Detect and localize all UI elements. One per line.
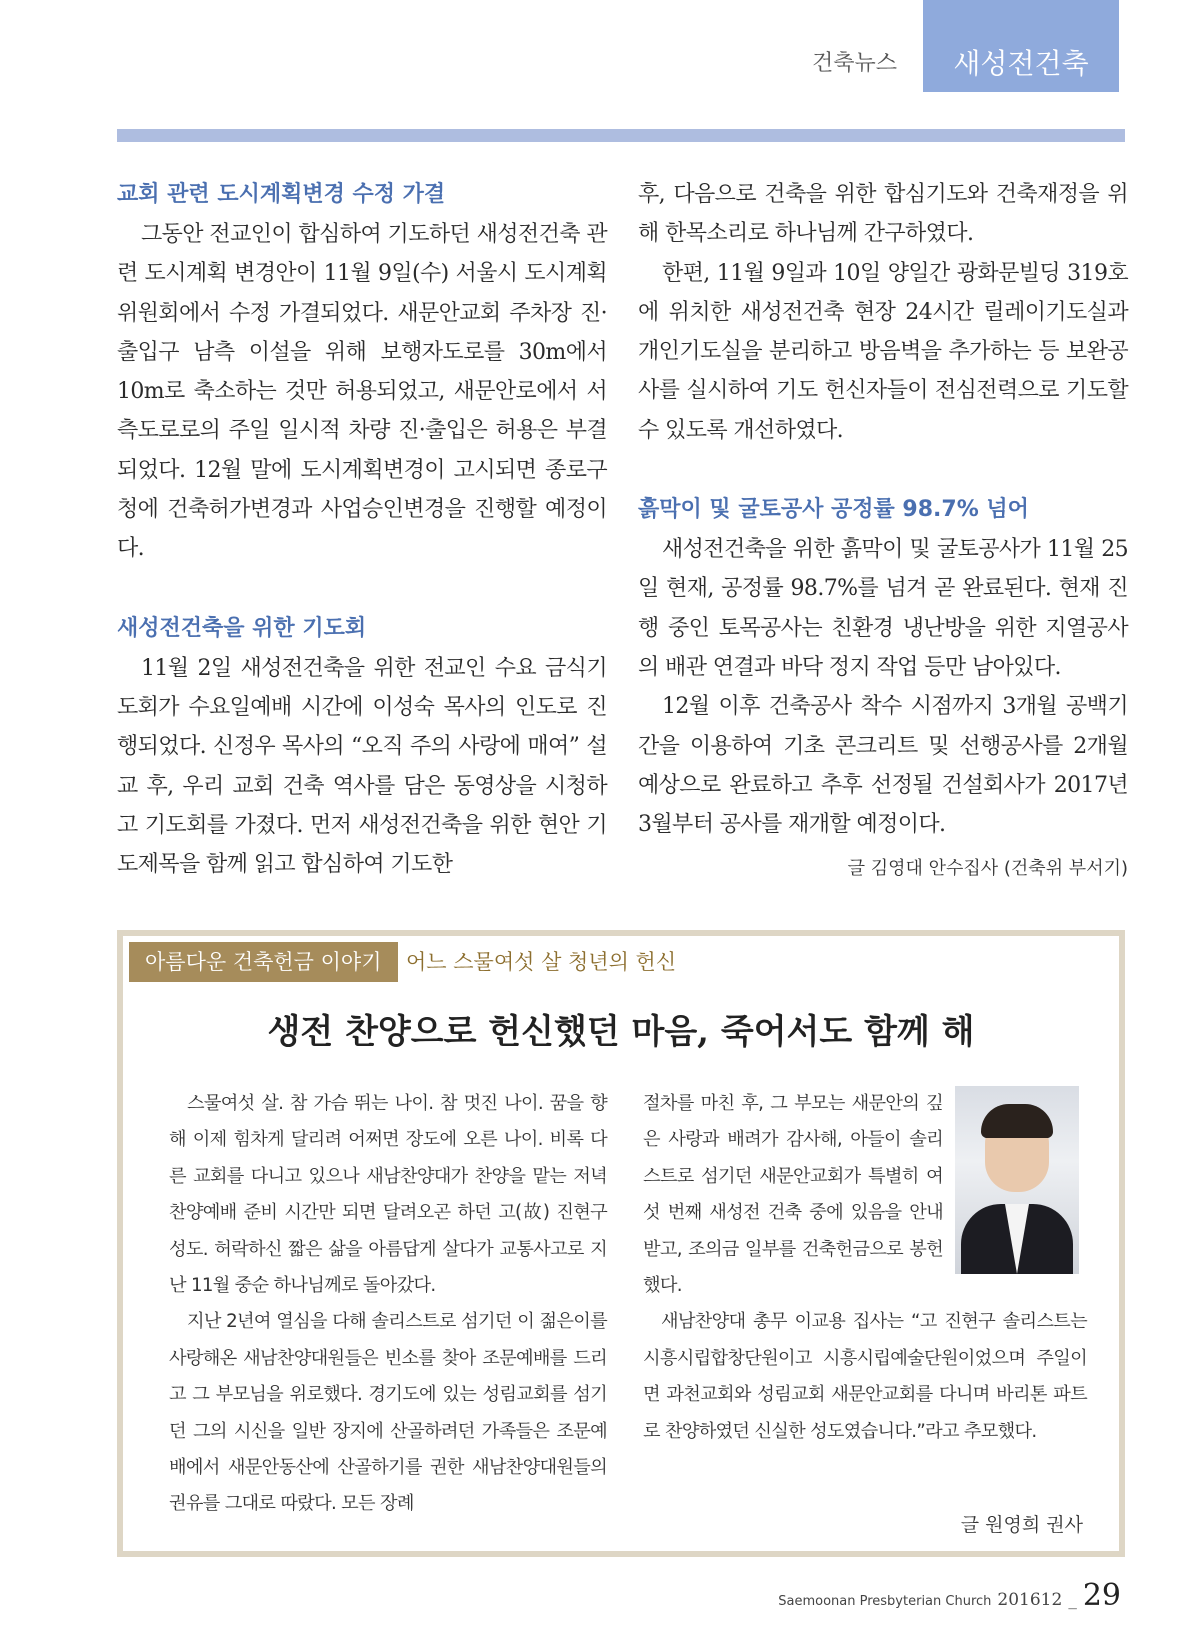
section-heading-excavation: 흙막이 및 굴토공사 공정률 98.7% 넘어 <box>638 497 1029 523</box>
page-footer <box>778 1578 1121 1613</box>
feature-paragraph: 새남찬양대 총무 이교용 집사는 “고 진현구 솔리스트는 시흥시립합창단원이고 시흥시립예술단원이었으며 주일이면 과천교회와 성림교회 새문안교회를 다니며 바리톤 파트로 찬양하였던 신실한 성도였습니다.”라고 추모했다. <box>643 1311 1087 1442</box>
footer-issue: 201612 <box>997 1590 1063 1610</box>
article-paragraph-continued: 후, 다음으로 건축을 위한 합심기도와 건축재정을 위해 한목소리로 하나님께 간구하였다. <box>638 182 1128 247</box>
feature-paragraph-continued: 절차를 마친 후, 그 부모는 새문안의 깊은 사랑과 배려가 감사해, 아들이 솔리스트로 섬기던 새문안교회가 특별히 여섯 번째 새성전 건축 중에 있음을 안내 받고, 조의금 일부를 건축헌금으로 봉헌 했다. <box>643 1093 943 1297</box>
feature-paragraph: 지난 2년여 열심을 다해 솔리스트로 섬기던 이 젊은이를 사랑해온 새남찬양대원들은 빈소를 찾아 조문예배를 드리고 그 부모님을 위로했다. 경기도에 있는 성림교회를 섬기던 그의 시신을 일반 장지에 산골하려던 가족들은 조문예배에서 새문안동산에 산골하기를 권한 새남찬양대원들의 권유를 그대로 따랐다. 모든 장례 <box>169 1311 607 1515</box>
header-rule <box>117 129 1125 142</box>
feature-paragraph: 스물여섯 살. 참 가슴 뛰는 나이. 참 멋진 나이. 꿈을 향해 이제 힘차게 달리려 어쩌면 장도에 오른 나이. 비록 다른 교회를 다니고 있으나 새남찬양대가 찬양을 맡는 저녁찬양예배 준비 시간만 되면 달려오곤 하던 고(故) 진현구 성도. 허락하신 짧은 삶을 아름답게 살다가 교통사고로 지난 11월 중순 하나님께로 돌아갔다. <box>169 1093 607 1297</box>
feature-column-left <box>169 1086 607 1523</box>
article-column-left <box>117 175 607 884</box>
article-byline: 글 김영대 안수집사 (건축위 부서기) <box>847 858 1128 880</box>
portrait-photo <box>955 1086 1079 1274</box>
article-paragraph: 12월 이후 건축공사 착수 시점까지 3개월 공백기간을 이용하여 기초 콘크리트 및 선행공사를 2개월 예상으로 완료하고 추후 선정될 건설회사가 2017년 3월부터 공사를 재개할 예정이다. <box>638 694 1128 838</box>
feature-tag: 아름다운 건축헌금 이야기 <box>129 942 398 982</box>
hair-shape <box>981 1104 1053 1138</box>
section-label: 건축뉴스 <box>812 51 898 76</box>
footer-dash: _ <box>1068 1590 1077 1610</box>
section-heading-city-plan: 교회 관련 도시계획변경 수정 가결 <box>117 182 446 207</box>
article-column-right <box>638 175 1128 880</box>
section-heading-prayer-meeting: 새성전건축을 위한 기도회 <box>117 615 367 641</box>
feature-byline: 글 원영희 권사 <box>960 1514 1083 1536</box>
article-paragraph: 새성전건축을 위한 흙막이 및 굴토공사가 11월 25일 현재, 공정률 98.7%를 넘겨 곧 완료된다. 현재 진행 중인 토목공사는 친환경 냉난방을 위한 지열공사의 배관 연결과 바닥 정지 작업 등만 남아있다. <box>638 537 1128 680</box>
feature-box <box>117 930 1125 1557</box>
section-tab[interactable] <box>923 0 1119 92</box>
article-paragraph: 11월 2일 새성전건축을 위한 전교인 수요 금식기도회가 수요일예배 시간에 이성숙 목사의 인도로 진행되었다. 신정우 목사의 “오직 주의 사랑에 매여” 설교 후, 우리 교회 건축 역사를 담은 동영상을 시청하고 기도회를 가졌다. 먼저 새성전건축을 위한 현안 기도제목을 함께 읽고 합심하여 기도한 <box>117 655 607 878</box>
article-paragraph: 한편, 11월 9일과 10일 양일간 광화문빌딩 319호에 위치한 새성전건축 현장 24시간 릴레이기도실과 개인기도실을 분리하고 방음벽을 추가하는 등 보완공사를 실시하여 기도 헌신자들이 전심전력으로 기도할 수 있도록 개선하였다. <box>638 260 1128 443</box>
feature-title: 생전 찬양으로 헌신했던 마음, 죽어서도 함께 해 <box>267 1012 975 1052</box>
feature-subtitle: 어느 스물여섯 살 청년의 헌신 <box>406 950 677 974</box>
section-tab-label: 새성전건축 <box>953 47 1089 80</box>
article-paragraph: 그동안 전교인이 합심하여 기도하던 새성전건축 관련 도시계획 변경안이 11월 9일(수) 서울시 도시계획위원회에서 수정 가결되었다. 새문안교회 주차장 진·출입구 남측 이설을 위해 보행자도로를 30m에서 10m로 축소하는 것만 허용되었고, 새문안로에서 서측도로로의 주일 일시적 차량 진·출입은 허용은 부결되었다. 12월 말에 도시계획변경이 고시되면 종로구청에 건축허가변경과 사업승인변경을 진행할 예정이다. <box>117 222 607 562</box>
page-number: 29 <box>1082 1578 1121 1613</box>
footer-church-name: Saemoonan Presbyterian Church <box>778 1594 992 1609</box>
